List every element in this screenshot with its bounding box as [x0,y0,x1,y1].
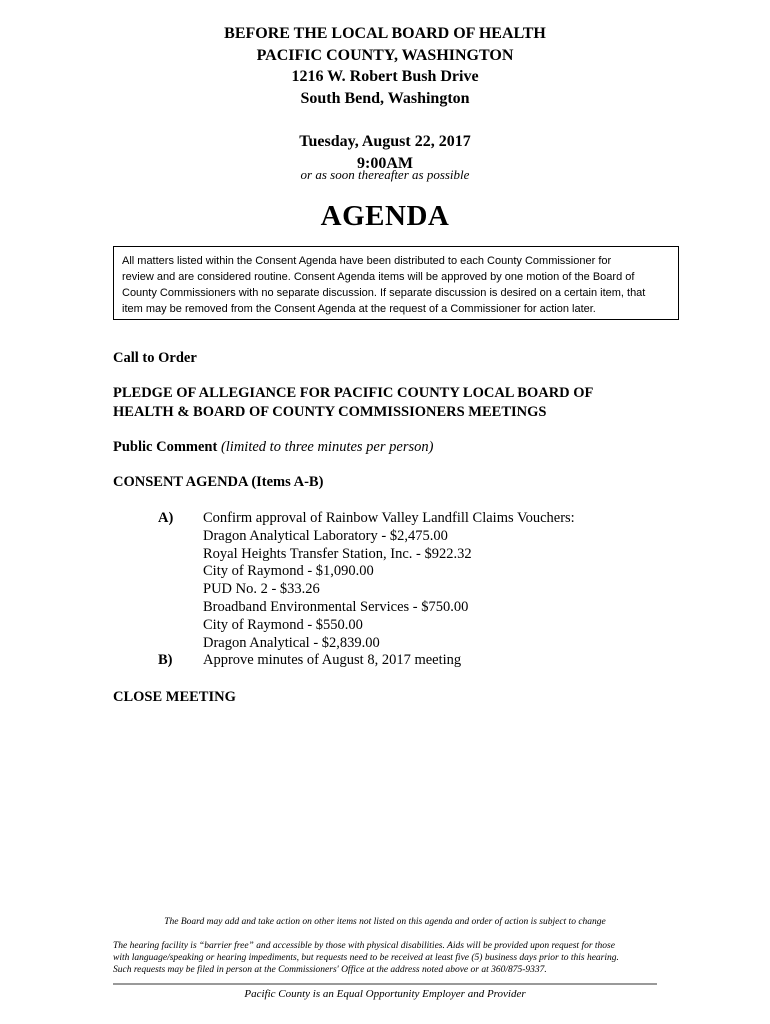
meeting-date: Tuesday, August 22, 2017 [299,133,471,150]
equal-opportunity-statement: Pacific County is an Equal Opportunity Employer and Provider [244,988,526,1000]
agenda-title: AGENDA [320,200,450,232]
item-a-line: Confirm approval of Rainbow Valley Landfill Claims Vouchers: [203,510,575,526]
item-a-line: PUD No. 2 - $33.26 [203,581,320,598]
item-a-line: Dragon Analytical Laboratory - $2,475.00 [203,527,448,544]
accessibility-notice [113,940,673,976]
item-a-label: A) [158,510,174,526]
call-to-order: Call to Order [113,350,197,366]
header-line-address: 1216 W. Robert Bush Drive [291,68,479,85]
consent-agenda-notice-box [113,246,679,320]
item-a-line: City of Raymond - $550.00 [203,616,363,633]
item-b-label: B) [158,652,173,668]
pledge-line: PLEDGE OF ALLEGIANCE FOR PACIFIC COUNTY LOCAL BOARD OF [113,385,594,401]
accessibility-line: Such requests may be filed in person at the Commissioners' Office at the address noted above or at 360/875-9337. [113,965,547,975]
document-header [0,23,770,109]
pledge-of-allegiance [113,384,593,422]
item-a-line: Broadband Environmental Services - $750.00 [203,598,469,615]
notice-line: review and are considered routine. Consent Agenda items will be approved by one motion of the Board of [122,271,635,283]
board-change-note: The Board may add and take action on other items not listed on this agenda and order of action is subject to change [164,917,606,927]
meeting-time-note: or as soon thereafter as possible [300,167,470,182]
header-line-city: South Bend, Washington [300,89,470,107]
item-a-line: Royal Heights Transfer Station, Inc. - $922.32 [203,545,472,562]
accessibility-line: The hearing facility is “barrier free” and accessible by those with physical disabilities. Aids will be provided upon request for those [113,941,615,951]
public-comment-label: Public Comment [113,439,218,455]
notice-line: item may be removed from the Consent Agenda at the request of a Commissioner for action later. [122,303,596,315]
pledge-line: HEALTH & BOARD OF COUNTY COMMISSIONERS MEETINGS [113,404,547,420]
notice-line: All matters listed within the Consent Agenda have been distributed to each County Commissioner for [122,255,612,267]
item-a-content [203,510,575,652]
header-line-county: PACIFIC COUNTY, WASHINGTON [256,46,514,64]
meeting-time: 9:00AM [357,154,413,172]
consent-agenda-heading: CONSENT AGENDA (Items A-B) [113,474,324,490]
item-b-content: Approve minutes of August 8, 2017 meeting [203,652,462,668]
notice-line: County Commissioners with no separate discussion. If separate discussion is desired on a certain item, that [122,287,646,299]
accessibility-line: with language/speaking or hearing impediments, but requests need to be received at least five (5) business days prior to this hearing. [113,953,619,963]
footer-divider [113,983,657,985]
close-meeting: CLOSE MEETING [113,689,236,705]
item-a-line: Dragon Analytical - $2,839.00 [203,634,380,651]
item-a-line: City of Raymond - $1,090.00 [203,563,374,580]
public-comment [113,438,433,457]
header-line-board: BEFORE THE LOCAL BOARD OF HEALTH [224,25,546,42]
public-comment-note: (limited to three minutes per person) [220,439,434,455]
